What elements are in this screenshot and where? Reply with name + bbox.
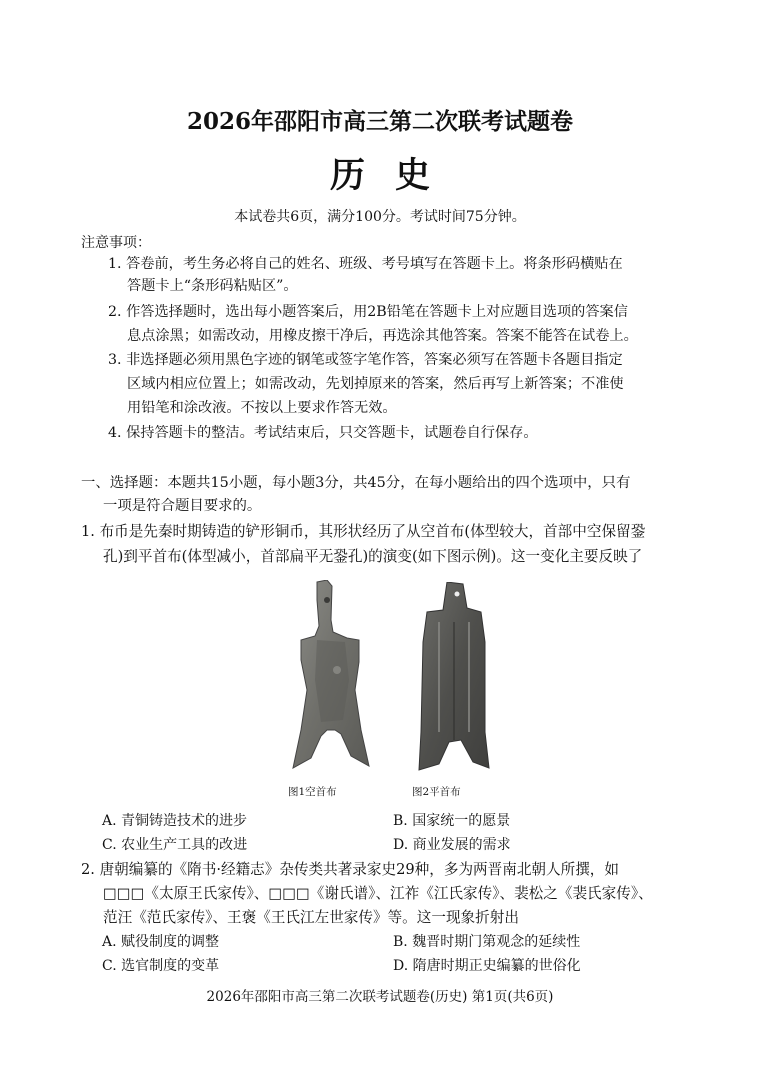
question-number: 2. <box>81 861 95 878</box>
section-heading: 一、选择题：本题共15小题，每小题3分，共45分，在每小题给出的四个选项中，只有 <box>81 475 631 491</box>
notice-item-4 <box>108 423 538 443</box>
subject-title: 历史 <box>329 155 460 196</box>
notice-num: 3. <box>108 352 122 368</box>
notice-heading: 注意事项： <box>81 235 151 251</box>
q1-option-c[interactable]: C. 农业生产工具的改进 <box>102 837 248 853</box>
notice-text: 答题卡上“条形码粘贴区”。 <box>127 278 298 294</box>
q2-option-a[interactable]: A. 赋役制度的调整 <box>102 934 220 950</box>
question-stem-cont: 范汪《范氏家传》、王褒《王氏江左世家传》等。这一现象折射出 <box>103 909 519 926</box>
question-1 <box>81 520 645 541</box>
question-number: 1. <box>81 523 95 540</box>
figure-2-caption: 图2平首布 <box>412 786 461 798</box>
notice-text: 息点涂黑；如需改动，用橡皮擦干净后，再选涂其他答案。答案不能答在试卷上。 <box>127 328 638 344</box>
notice-text: 用铅笔和涂改液。不按以上要求作答无效。 <box>127 400 397 416</box>
exam-info: 本试卷共6页，满分100分。考试时间75分钟。 <box>234 209 526 225</box>
question-stem-cont: □□□《太原王氏家传》、□□□《谢氏谱》、江祚《江氏家传》、裴松之《裴氏家传》、 <box>103 885 653 902</box>
notice-num: 2. <box>108 304 122 320</box>
hollow-handle-spade-coin-image <box>287 580 377 772</box>
question-2 <box>81 858 619 879</box>
q2-option-d[interactable]: D. 隋唐时期正史编纂的世俗化 <box>393 958 581 974</box>
exam-title: 2026年邵阳市高三第二次联考试题卷 <box>186 108 573 135</box>
question-stem-cont: 孔)到平首布(体型减小，首部扁平无銎孔)的演变(如下图示例)。这一变化主要反映了 <box>103 548 643 565</box>
notice-text: 非选择题必须用黑色字迹的钢笔或签字笔作答，答案必须写在答题卡各题目指定 <box>126 352 623 368</box>
notice-num: 4. <box>108 425 122 441</box>
question-stem: 唐朝编纂的《隋书·经籍志》杂传类共著录家史29种，多为两晋南北朝人所撰，如 <box>99 861 619 878</box>
notice-item-1 <box>108 254 623 274</box>
q1-option-d[interactable]: D. 商业发展的需求 <box>393 837 511 853</box>
notice-text: 区域内相应位置上；如需改动，先划掉原来的答案，然后再写上新答案；不准使 <box>127 376 624 392</box>
notice-text: 保持答题卡的整洁。考试结束后，只交答题卡，试题卷自行保存。 <box>126 425 538 441</box>
notice-item-2 <box>108 302 628 322</box>
q1-option-b[interactable]: B. 国家统一的愿景 <box>393 813 511 829</box>
q2-option-c[interactable]: C. 选官制度的变革 <box>102 958 220 974</box>
notice-text: 作答选择题时，选出每小题答案后，用2B铅笔在答题卡上对应题目选项的答案信 <box>126 304 628 320</box>
notice-num: 1. <box>108 256 122 272</box>
page-footer: 2026年邵阳市高三第二次联考试题卷(历史) 第1页(共6页) <box>206 989 554 1005</box>
figure-1-caption: 图1空首布 <box>288 786 337 798</box>
question-stem: 布币是先秦时期铸造的铲形铜币，其形状经历了从空首布(体型较大，首部中空保留銎 <box>99 523 646 540</box>
notice-text: 答卷前，考生务必将自己的姓名、班级、考号填写在答题卡上。将条形码横贴在 <box>126 256 623 272</box>
flat-head-spade-coin-image <box>413 582 493 774</box>
section-heading-cont: 一项是符合题目要求的。 <box>103 498 262 514</box>
q1-option-a[interactable]: A. 青铜铸造技术的进步 <box>102 813 248 829</box>
q2-option-b[interactable]: B. 魏晋时期门第观念的延续性 <box>393 934 581 950</box>
notice-item-3 <box>108 350 623 370</box>
